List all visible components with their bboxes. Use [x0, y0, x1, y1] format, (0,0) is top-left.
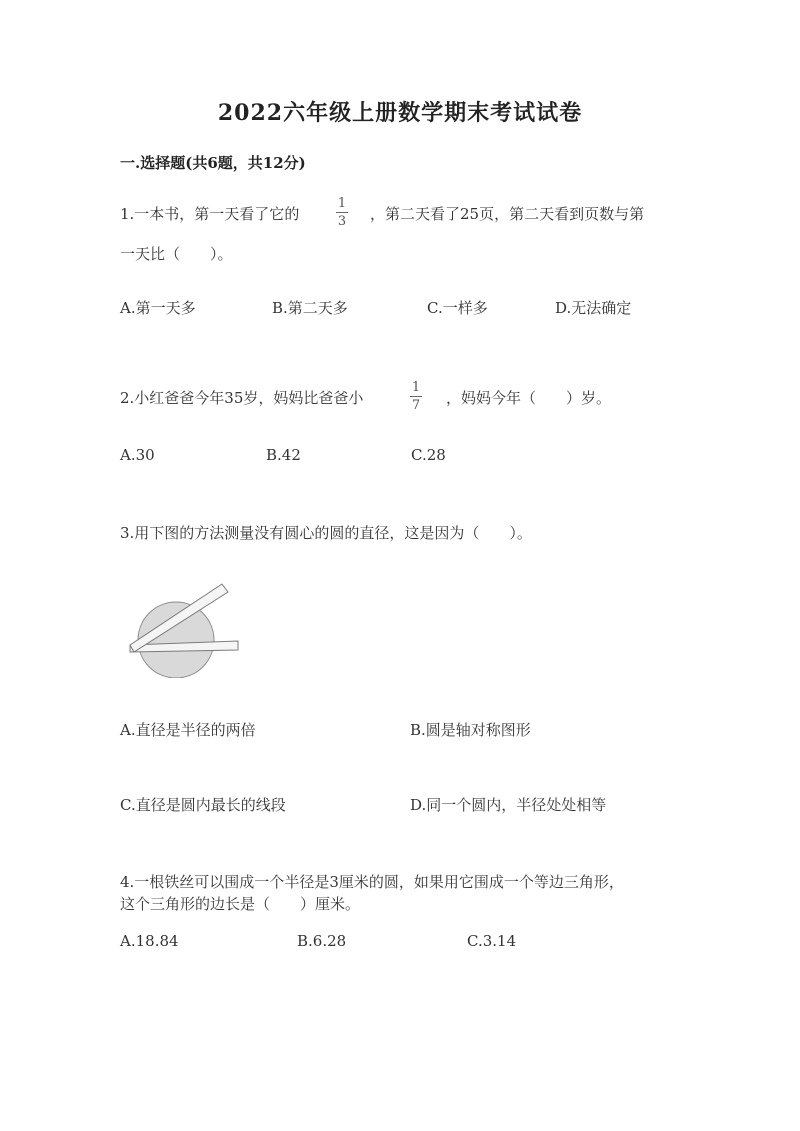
q4-option-b[interactable]: B.6.28	[297, 932, 347, 950]
q3-option-b[interactable]: B.圆是轴对称图形	[410, 721, 531, 739]
q1-line2: 一天比（ ）。	[120, 245, 233, 263]
q2-fraction-denominator: 7	[411, 398, 421, 413]
q2-text-after: ，妈妈今年（ ）岁。	[446, 389, 612, 407]
q3-option-a[interactable]: A.直径是半径的两倍	[120, 721, 256, 739]
page-title: 2022六年级上册数学期末考试试卷	[217, 100, 583, 126]
q2-option-b[interactable]: B.42	[266, 446, 301, 464]
q1-option-d[interactable]: D.无法确定	[555, 299, 632, 317]
q2-option-c[interactable]: C.28	[411, 446, 446, 464]
circle-ruler-figure	[126, 578, 246, 682]
q1-option-c[interactable]: C.一样多	[427, 299, 488, 317]
q1-fraction	[336, 196, 348, 229]
q1-fraction-numerator: 1	[337, 196, 347, 211]
q1-option-a[interactable]: A.第一天多	[120, 299, 196, 317]
q4-line2: 这个三角形的边长是（ ）厘米。	[120, 895, 361, 913]
q4-option-a[interactable]: A.18.84	[120, 932, 179, 950]
q2-text-before: 2.小红爸爸今年35岁，妈妈比爸爸小	[120, 389, 364, 407]
q3-text: 3.用下图的方法测量没有圆心的圆的直径，这是因为（ ）。	[120, 524, 532, 542]
fraction-bar	[336, 212, 348, 213]
section-heading: 一.选择题(共6题，共12分)	[120, 154, 306, 172]
q2-fraction	[410, 380, 422, 413]
q4-option-c[interactable]: C.3.14	[467, 932, 517, 950]
q2-fraction-numerator: 1	[411, 380, 421, 395]
q1-option-b[interactable]: B.第二天多	[272, 299, 348, 317]
q4-line1: 4.一根铁丝可以围成一个半径是3厘米的圆，如果用它围成一个等边三角形，	[120, 873, 624, 891]
q3-option-c[interactable]: C.直径是圆内最长的线段	[120, 796, 286, 814]
q3-option-d[interactable]: D.同一个圆内，半径处处相等	[410, 796, 607, 814]
fraction-bar	[410, 396, 422, 397]
circle-with-rulers-illustration	[126, 578, 246, 678]
q1-fraction-denominator: 3	[337, 214, 347, 229]
q1-text-before: 1.一本书，第一天看了它的	[120, 205, 300, 223]
q2-option-a[interactable]: A.30	[120, 446, 155, 464]
q1-text-after: ，第二天看了25页，第二天看到页数与第	[370, 205, 645, 223]
